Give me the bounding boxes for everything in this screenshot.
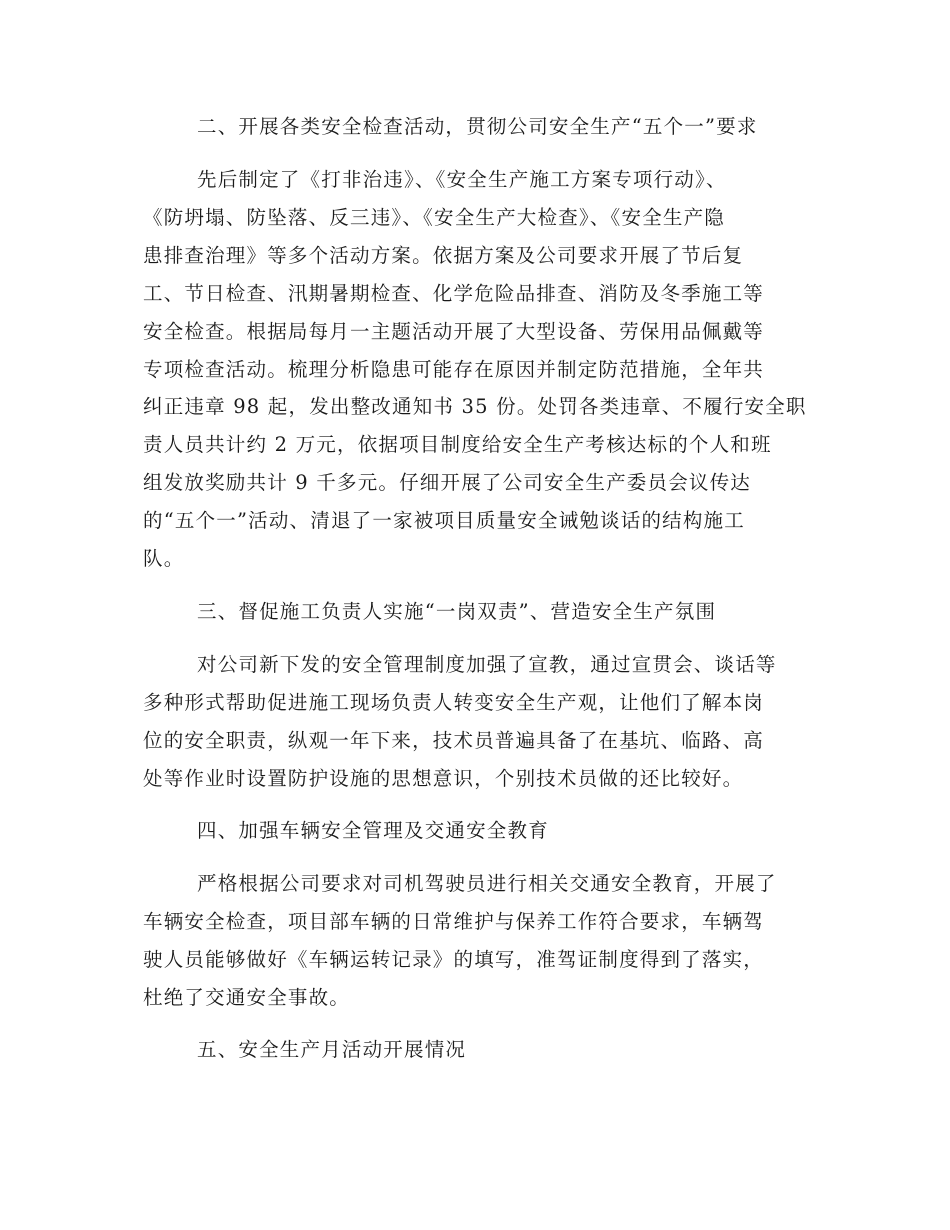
section-2-line-1: 先后制定了《打非治违》、《安全生产施工方案专项行动》、: [197, 168, 727, 191]
section-4-line-1: 严格根据公司要求对司机驾驶员进行相关交通安全教育，开展了: [197, 872, 777, 895]
section-2-line-9: 组发放奖励共计 9 千多元。仔细开展了公司安全生产委员会议传达: [143, 471, 752, 494]
section-2-line-6: 专项检查活动。梳理分析隐患可能存在原因并制定防范措施，全年共: [143, 358, 765, 381]
section-2-line-7: 纠正违章 98 起，发出整改通知书 35 份。处罚各类违章、不履行安全职: [143, 395, 807, 418]
section-4-line-4: 杜绝了交通安全事故。: [143, 986, 351, 1009]
section-3-heading: 三、督促施工负责人实施“一岗双责”、营造安全生产氛围: [197, 600, 717, 623]
section-2-line-11: 队。: [143, 547, 185, 570]
section-3-line-4: 处等作业时设置防护设施的思想意识，个别技术员做的还比较好。: [143, 767, 744, 790]
section-2-heading: 二、开展各类安全检查活动，贯彻公司安全生产“五个一”要求: [197, 115, 758, 138]
section-3-line-1: 对公司新下发的安全管理制度加强了宣教，通过宣贯会、谈话等: [197, 653, 777, 676]
section-2-line-10: 的“五个一”活动、清退了一家被项目质量安全诫勉谈话的结构施工: [143, 509, 745, 532]
section-2-line-4: 工、节日检查、汛期暑期检查、化学危险品排查、消防及冬季施工等: [143, 282, 765, 305]
section-5-heading: 五、安全生产月活动开展情况: [197, 1038, 467, 1061]
section-2-line-8: 责人员共计约 2 万元，依据项目制度给安全生产考核达标的个人和班: [143, 433, 772, 456]
section-4-heading: 四、加强车辆安全管理及交通安全教育: [197, 819, 549, 842]
section-2-line-3: 患排查治理》等多个活动方案。依据方案及公司要求开展了节后复: [143, 244, 744, 267]
section-3-line-2: 多种形式帮助促进施工现场负责人转变安全生产观，让他们了解本岗: [143, 691, 765, 714]
section-4-line-3: 驶人员能够做好《车辆运转记录》的填写，准驾证制度得到了落实，: [143, 948, 765, 971]
section-4-line-2: 车辆安全检查，项目部车辆的日常维护与保养工作符合要求，车辆驾: [143, 910, 765, 933]
section-2-line-5: 安全检查。根据局每月一主题活动开展了大型设备、劳保用品佩戴等: [143, 320, 765, 343]
section-2-line-2: 《防坍塌、防坠落、反三违》、《安全生产大检查》、《安全生产隐: [143, 206, 726, 229]
section-3-line-3: 位的安全职责，纵观一年下来，技术员普遍具备了在基坑、临路、高: [143, 729, 765, 752]
